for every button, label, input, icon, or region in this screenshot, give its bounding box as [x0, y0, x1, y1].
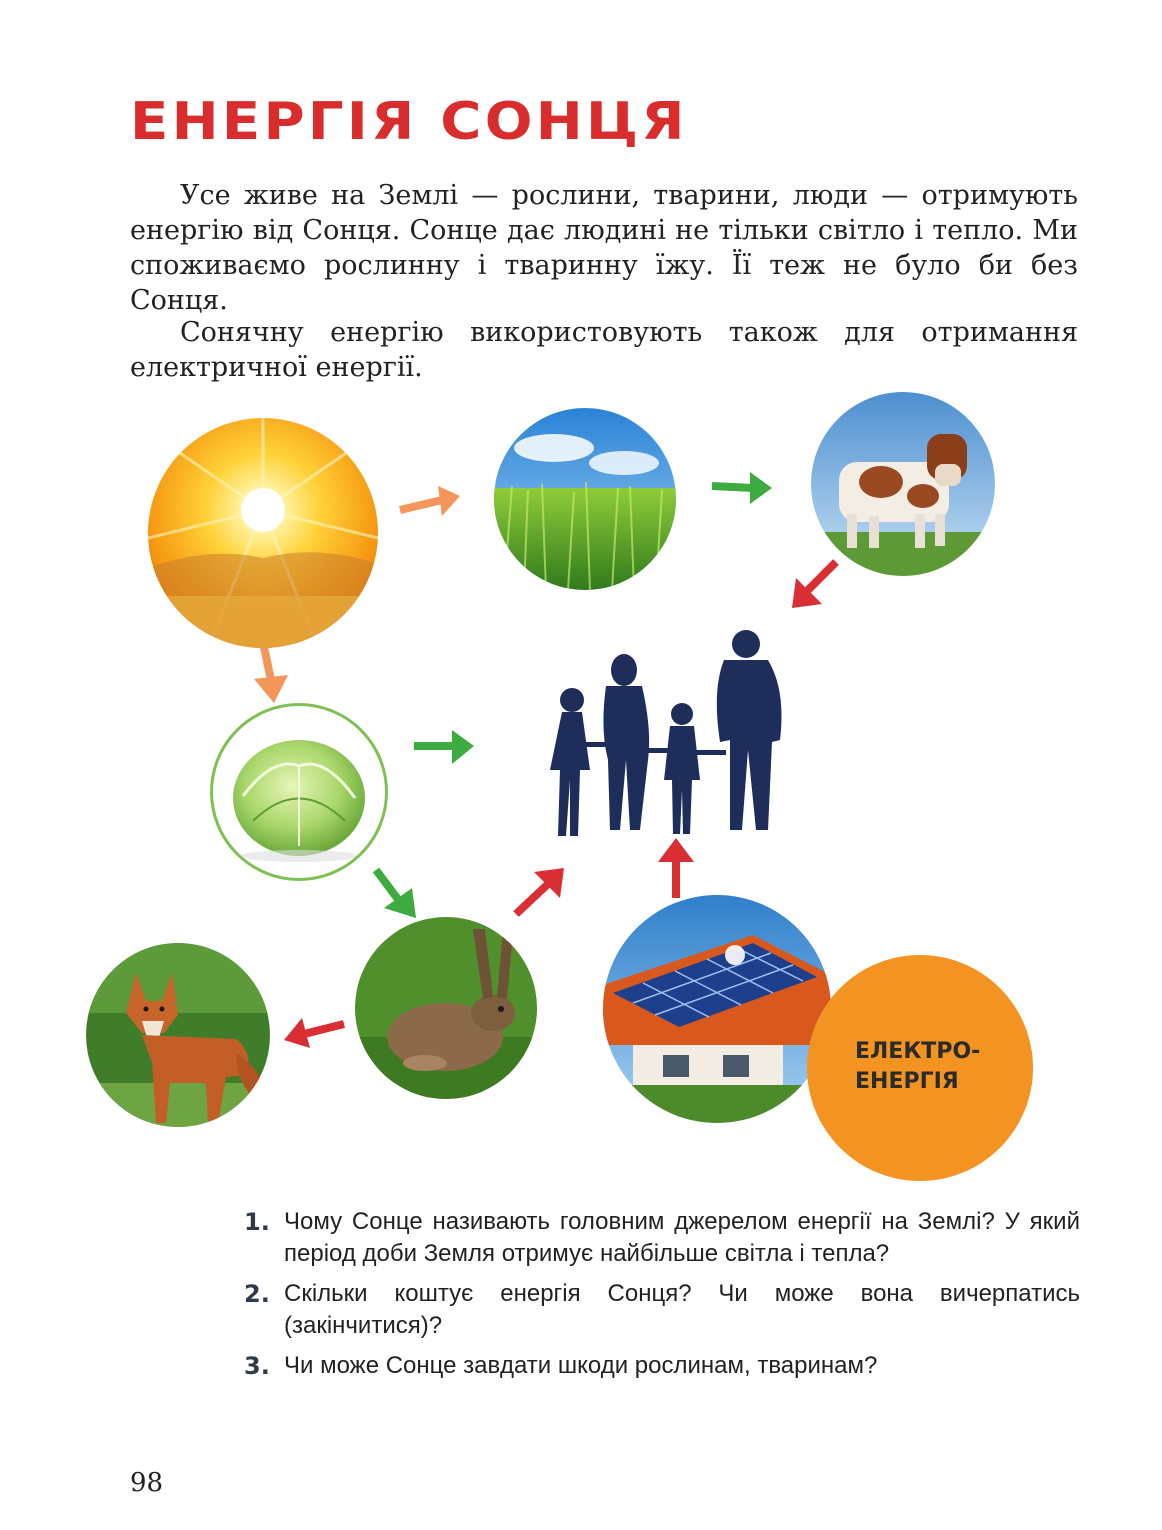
electricity-label-line-1: ЕЛЕКТРО-: [855, 1039, 981, 1064]
question-2: [244, 1278, 1080, 1342]
question-number: 2.: [244, 1280, 270, 1308]
grass-photo: [494, 408, 676, 590]
question-text: Скільки коштує енергія Сонця? Чи може вона вичерпатись (закінчитися)?: [284, 1280, 1080, 1339]
family-silhouette: [540, 630, 800, 840]
page-title: ЕНЕРГІЯ СОНЦЯ: [130, 92, 688, 152]
intro-paragraph: Усе живе на Землі — рослини, тварини, люди — отримують енергію від Сонця. Сонце дає людині не тільки світло і тепло. Ми споживаємо рослинну і тваринну їжу. Її теж не було би без Сонця.: [130, 180, 1078, 316]
question-number: 3.: [244, 1352, 270, 1380]
arrow-cabbage-to-hare-icon: [372, 866, 418, 920]
solar-energy-paragraph: Сонячну енергію використовують також для отримання електричної енергії.: [130, 317, 1078, 383]
arrow-sun-to-grass-icon: [398, 480, 462, 520]
arrow-hare-to-fox-icon: [282, 1012, 346, 1052]
question-3: [244, 1350, 1080, 1382]
solar-panel-house-photo: [603, 895, 831, 1123]
question-text: Чому Сонце називають головним джерелом енергії на Землі? У який період доби Земля отримує найбільше світла і тепла?: [284, 1208, 1080, 1267]
question-text: Чи може Сонце завдати шкоди рослинам, тваринам?: [284, 1352, 878, 1379]
fox-photo: [86, 943, 270, 1127]
arrow-hare-to-family-icon: [512, 866, 566, 920]
arrow-cow-to-family-icon: [790, 558, 842, 610]
question-number: 1.: [244, 1208, 270, 1236]
electricity-label-line-2: ЕНЕРГІЯ: [855, 1069, 959, 1094]
arrow-sun-to-cabbage-icon: [252, 645, 292, 705]
arrow-electricity-to-family-icon: [656, 836, 696, 900]
sun-photo: [148, 418, 378, 648]
electricity-circle: [807, 955, 1033, 1181]
electricity-label: [855, 1037, 1025, 1097]
arrow-cabbage-to-family-icon: [412, 728, 476, 768]
arrow-grass-to-cow-icon: [710, 470, 774, 506]
cow-photo: [811, 392, 995, 576]
questions-list: [244, 1206, 1080, 1390]
question-1: [244, 1206, 1080, 1270]
cabbage-photo: [210, 703, 388, 881]
page-number: 98: [130, 1468, 164, 1498]
hare-photo: [355, 917, 537, 1099]
